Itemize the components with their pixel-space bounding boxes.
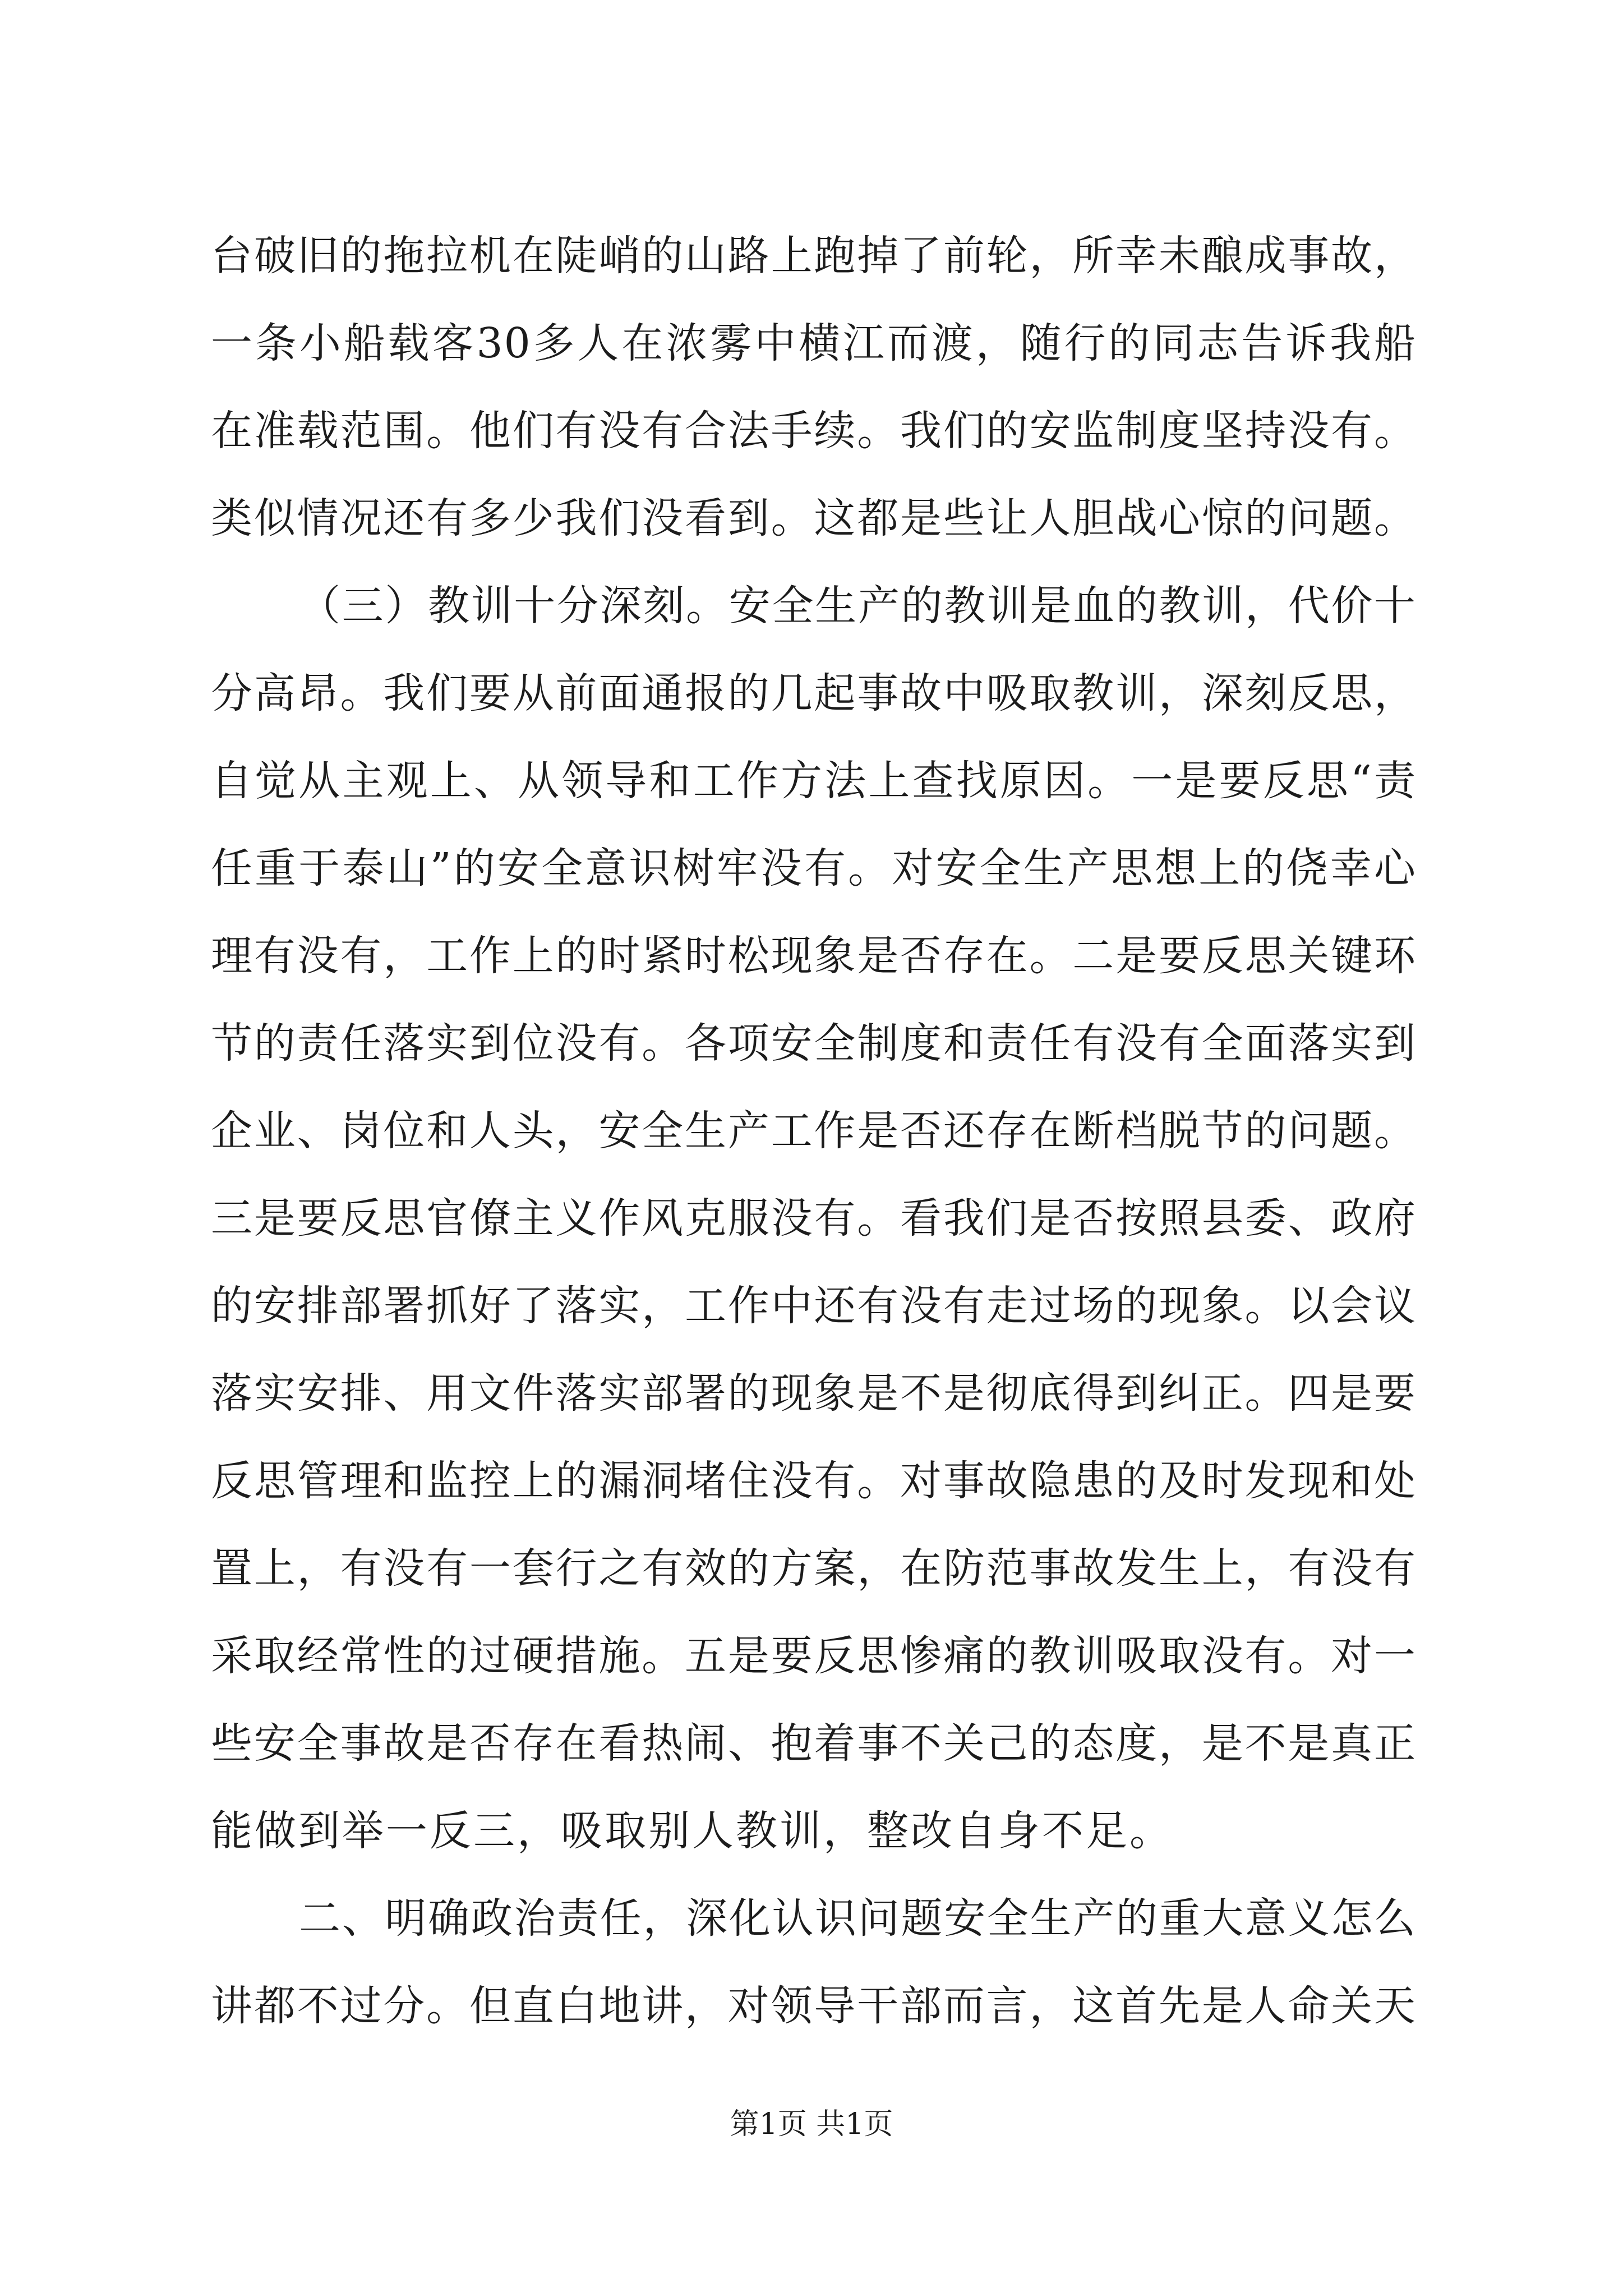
text-line: 自觉从主观上、从领导和工作方法上查找原因。一是要反思“责 xyxy=(211,757,1417,805)
text-line: 理有没有，工作上的时紧时松现象是否存在。二是要反思关键环 xyxy=(211,932,1417,980)
text-line: 些安全事故是否存在看热闹、抱着事不关己的态度，是不是真正 xyxy=(211,1719,1417,1768)
body-text xyxy=(211,212,1417,2050)
text-line: 节的责任落实到位没有。各项安全制度和责任有没有全面落实到 xyxy=(211,1019,1417,1068)
text-line: 任重于泰山”的安全意识树牢没有。对安全生产思想上的侥幸心 xyxy=(211,844,1417,892)
text-line: 类似情况还有多少我们没看到。这都是些让人胆战心惊的问题。 xyxy=(211,494,1417,542)
text-line: 台破旧的拖拉机在陡峭的山路上跑掉了前轮，所幸未酿成事故， xyxy=(211,232,1417,280)
text-line: 讲都不过分。但直白地讲，对领导干部而言，这首先是人命关天 xyxy=(211,1982,1417,2030)
text-line: 企业、岗位和人头，安全生产工作是否还存在断档脱节的问题。 xyxy=(211,1107,1417,1155)
text-line: 采取经常性的过硬措施。五是要反思惨痛的教训吸取没有。对一 xyxy=(211,1632,1417,1680)
text-line: 三是要反思官僚主义作风克服没有。看我们是否按照县委、政府 xyxy=(211,1194,1417,1243)
text-line: 能做到举一反三，吸取别人教训，整改自身不足。 xyxy=(211,1807,1173,1855)
text-line: 一条小船载客30多人在浓雾中横江而渡，随行的同志告诉我船 xyxy=(211,319,1417,367)
text-line: 的安排部署抓好了落实，工作中还有没有走过场的现象。以会议 xyxy=(211,1282,1417,1330)
text-line: 落实安排、用文件落实部署的现象是不是彻底得到纠正。四是要 xyxy=(211,1369,1417,1418)
text-line: 置上，有没有一套行之有效的方案，在防范事故发生上，有没有 xyxy=(211,1544,1417,1593)
paragraph-heading-line: （三）教训十分深刻。安全生产的教训是血的教训，代价十 xyxy=(299,582,1417,630)
text-line: 在准载范围。他们有没有合法手续。我们的安监制度坚持没有。 xyxy=(211,407,1417,455)
page-number-footer: 第1页 共1页 xyxy=(730,2108,893,2141)
text-line: 分高昂。我们要从前面通报的几起事故中吸取教训，深刻反思， xyxy=(211,669,1417,717)
section-heading-line: 二、明确政治责任，深化认识问题安全生产的重大意义怎么 xyxy=(299,1894,1417,1943)
text-line: 反思管理和监控上的漏洞堵住没有。对事故隐患的及时发现和处 xyxy=(211,1457,1417,1505)
